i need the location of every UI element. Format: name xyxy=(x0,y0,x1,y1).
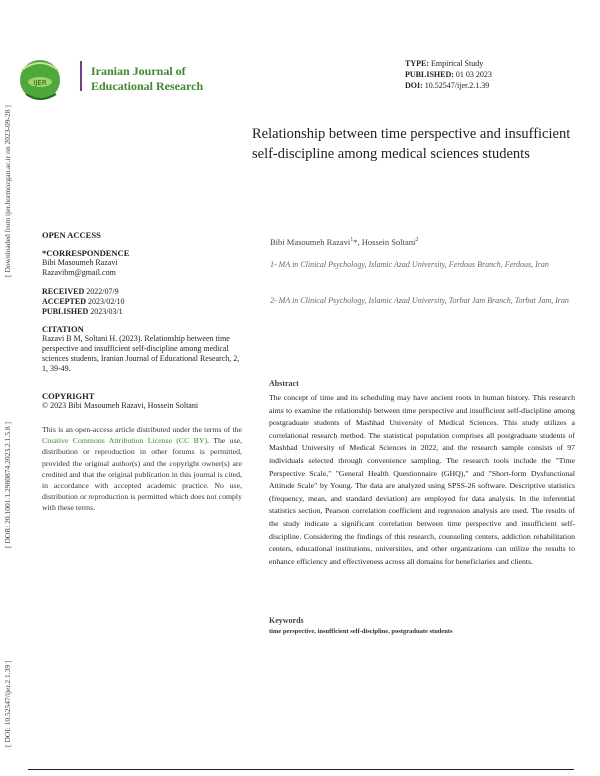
correspondence-block: *CORRESPONDENCE Bibi Masoumeh Razavi Razavibm@gmail.com xyxy=(42,248,242,278)
article-title: Relationship between time perspective and insufficient self-discipline among medical sciences students xyxy=(252,126,571,162)
side-download-note: [ Downloaded from ijer.hormozgan.ac.ir on 2023-09-28 ] xyxy=(3,105,12,277)
affiliation-2: 2- MA in Clinical Psychology, Islamic Azad University, Torbat Jam Branch, Torbat Jam, Iran xyxy=(270,296,569,305)
abstract-heading: Abstract xyxy=(269,379,299,388)
dates-block: RECEIVED 2022/07/9 ACCEPTED 2023/02/10 PUBLISHED 2023/03/1 xyxy=(42,287,125,316)
article-meta: TYPE: Empirical Study PUBLISHED: 01 03 2023 DOI: 10.52547/ijer.2.1.39 xyxy=(405,59,492,90)
journal-name: Iranian Journal of Educational Research xyxy=(91,64,204,93)
cc-license-link[interactable]: Creative Commons Attribution License (CC BY) xyxy=(42,436,208,446)
side-doi-note: [ DOI: 10.52547/ijer.2.1.39 ] xyxy=(3,660,12,747)
citation-block: CITATION Razavi B M, Soltani H. (2023). Relationship between time perspective and insufficient self-discipline among medical sciences students, Iranian Journal of Educational Research, 2, 1, 39-49. xyxy=(42,324,240,373)
license-text: This is an open-access article distributed under the terms of the Creative Commons Attribution License (CC BY). The use, distribution or reproduction in other forums is permitted, provided the original author(s) and the copyright owner(s) are credited and that the original publication in this journal is cited, in accordance with accepted academic practice. No use, distribution or reproduction is permitted which does not comply with these terms. xyxy=(42,425,243,513)
abstract-body: The concept of time and its scheduling may have ancient roots in human history. This research aims to examine the relationship between time perspective and insufficient self-discipline among postgraduate students of Mashhad University of Medical Sciences. This study utilizes a correlational research method. The statistical population comprises all postgraduate students of Mashhad University of Medical Sciences in 2022, and the research sample consists of 97 individuals selected through convenience sampling. The research tools include the "Time Perspective Scale," "General Health Questionnaire (GHQ)," and "Short-form Dysfunctional Attitude Scale" by Young. The data are analyzed using SPSS-26 software. Descriptive statistics (frequency, mean, and standard deviation) are employed for data analysis. In the inferential statistics section, Pearson correlation coefficient and regression analysis are used. The results of the study indicate a significant correlation between time perspective and insufficient self-discipline. Considering the findings of this research, counseling centers, addiction rehabilitation centers, educational institutions, universities, and other organizations can utilize the results to enhance efficiency and effectiveness across all domains for beneficiaries and clients. xyxy=(269,393,575,566)
side-dor-note: [ DOR: 20.1001.1.2980874.2023.2.1.5.8 ] xyxy=(3,421,12,548)
svg-text:IJER: IJER xyxy=(33,79,47,87)
doi-link[interactable]: 10.52547/ijer.2.1.39 xyxy=(424,81,490,90)
journal-divider xyxy=(80,61,82,91)
open-access-label: OPEN ACCESS xyxy=(42,230,101,240)
footer-rule xyxy=(28,769,574,770)
journal-logo-icon xyxy=(12,50,72,110)
correspondence-email[interactable]: Razavibm@gmail.com xyxy=(42,268,116,277)
affiliation-1: 1- MA in Clinical Psychology, Islamic Azad University, Ferdous Branch, Ferdous, Iran xyxy=(270,260,549,269)
author-list: Bibi Masoumeh Razavi$^1$*, Hossein Soltani$^2$ xyxy=(270,237,419,247)
keywords-list: time perspective, insufficient self-discipline, postgraduate students xyxy=(269,628,453,635)
keywords-heading: Keywords xyxy=(269,616,304,625)
copyright-block: COPYRIGHT © 2023 Bibi Masoumeh Razavi, Hossein Soltani xyxy=(42,391,199,410)
